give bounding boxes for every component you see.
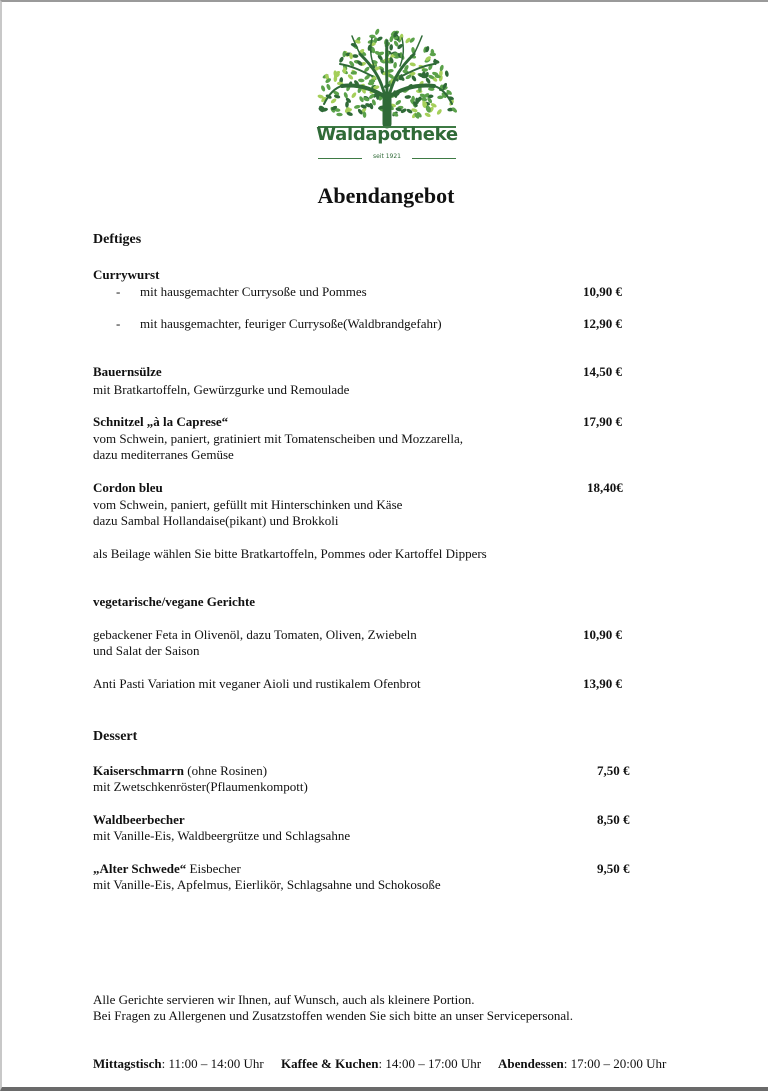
leaf-icon	[326, 83, 332, 90]
leaf-icon	[444, 70, 449, 77]
leaf-icon	[352, 54, 359, 58]
leaf-icon	[358, 78, 365, 82]
leaf-icon	[436, 108, 443, 115]
since-label: seit 1921	[372, 153, 401, 160]
leaf-icon	[354, 104, 361, 109]
item-desc: vom Schwein, paniert, gratiniert mit Tomatenscheiben und Mozzarella,	[93, 431, 463, 446]
price-kaiserschmarrn: 7,50 €	[597, 763, 630, 778]
hours-time: 17:00 – 20:00 Uhr	[570, 1056, 667, 1071]
price-currywurst-2: 12,90 €	[583, 316, 622, 331]
bullet: -	[116, 316, 121, 331]
hours-sep: :	[378, 1056, 386, 1071]
hours-kaffee	[281, 1056, 481, 1072]
item-desc: dazu Sambal Hollandaise(pikant) und Brokkoli	[93, 513, 339, 528]
hours-time: 14:00 – 17:00 Uhr	[385, 1056, 482, 1071]
leaf-icon	[424, 112, 431, 118]
leaf-icon	[393, 62, 397, 69]
divider	[412, 158, 456, 159]
item-name-suffix: Eisbecher	[186, 861, 241, 876]
hours-label: Mittagstisch	[93, 1056, 162, 1071]
leaf-icon	[404, 95, 411, 99]
currywurst-option-1: mit hausgemachter Currysoße und Pommes	[140, 284, 367, 299]
hours-sep: :	[161, 1056, 169, 1071]
waldapotheke-logo	[312, 26, 462, 166]
leaf-icon	[374, 28, 380, 35]
section-heading-deftiges: Deftiges	[93, 232, 142, 247]
tree-icon	[312, 26, 462, 130]
price-feta: 10,90 €	[583, 627, 622, 642]
footer-note: Bei Fragen zu Allergenen und Zusatzstoffen wenden Sie sich bitte an unser Servicepersonal.	[93, 1008, 574, 1023]
brand-name: Waldapotheke	[316, 124, 458, 145]
leaf-icon	[411, 96, 415, 102]
item-name-schnitzel: Schnitzel „à la Caprese“	[93, 414, 229, 429]
item-name-kaiserschmarrn	[93, 763, 267, 779]
item-name-suffix: (ohne Rosinen)	[183, 763, 268, 778]
item-desc: gebackener Feta in Olivenöl, dazu Tomaten, Oliven, Zwiebeln	[93, 627, 417, 642]
price-currywurst-1: 10,90 €	[583, 284, 622, 299]
item-desc: Anti Pasti Variation mit veganer Aioli und rustikalem Ofenbrot	[93, 676, 421, 691]
price-cordon-bleu: 18,40€	[587, 480, 623, 495]
item-desc: vom Schwein, paniert, gefüllt mit Hinterschinken und Käse	[93, 497, 403, 512]
price-bauernsuelze: 14,50 €	[583, 364, 622, 379]
price-schnitzel: 17,90 €	[583, 414, 622, 429]
leaf-icon	[395, 99, 402, 106]
item-desc: und Salat der Saison	[93, 643, 200, 658]
leaf-icon	[336, 113, 343, 117]
since-row	[318, 153, 456, 163]
leaf-icon	[338, 56, 344, 63]
leaf-icon	[389, 44, 393, 51]
item-name: Kaiserschmarrn	[93, 763, 184, 778]
item-name: Waldbeerbecher	[93, 812, 185, 827]
item-name-currywurst: Currywurst	[93, 267, 160, 282]
currywurst-option-2: mit hausgemachter, feuriger Currysoße(Waldbrandgefahr)	[140, 316, 442, 331]
price-antipasti: 13,90 €	[583, 676, 622, 691]
leaf-icon	[351, 92, 358, 99]
page-title: Abendangebot	[317, 183, 455, 208]
item-name-waldbeerbecher	[93, 812, 185, 828]
item-desc: dazu mediterranes Gemüse	[93, 447, 234, 462]
leaf-icon	[320, 85, 326, 92]
item-name-cordon-bleu: Cordon bleu	[93, 480, 163, 495]
item-name-alter-schwede	[93, 861, 241, 877]
hours-time: 11:00 – 14:00 Uhr	[168, 1056, 264, 1071]
hours-mittagstisch	[93, 1056, 264, 1072]
item-name-bauernsuelze: Bauernsülze	[93, 364, 162, 379]
item-desc: mit Vanille-Eis, Waldbeergrütze und Schlagsahne	[93, 828, 351, 843]
leaf-icon	[409, 62, 416, 67]
leaf-icon	[439, 64, 444, 71]
beilage-note: als Beilage wählen Sie bitte Bratkartoffeln, Pommes oder Kartoffel Dippers	[93, 546, 487, 561]
leaf-icon	[330, 98, 337, 105]
item-name: „Alter Schwede“	[93, 861, 187, 876]
price-waldbeerbecher: 8,50 €	[597, 812, 630, 827]
section-heading-vegetarisch: vegetarische/vegane Gerichte	[93, 594, 256, 609]
price-alter-schwede: 9,50 €	[597, 861, 630, 876]
item-desc: mit Zwetschkenröster(Pflaumenkompott)	[93, 779, 308, 794]
hours-label: Abendessen	[498, 1056, 564, 1071]
hours-abendessen	[498, 1056, 666, 1072]
leaf-icon	[343, 92, 349, 99]
footer-note: Alle Gerichte servieren wir Ihnen, auf Wunsch, auch als kleinere Portion.	[93, 992, 475, 1007]
hours-sep: :	[563, 1056, 571, 1071]
section-heading-dessert: Dessert	[93, 729, 138, 744]
item-desc: mit Bratkartoffeln, Gewürzgurke und Remoulade	[93, 382, 350, 397]
hours-label: Kaffee & Kuchen	[281, 1056, 379, 1071]
item-desc: mit Vanille-Eis, Apfelmus, Eierlikör, Schlagsahne und Schokosoße	[93, 877, 441, 892]
bullet: -	[116, 284, 121, 299]
